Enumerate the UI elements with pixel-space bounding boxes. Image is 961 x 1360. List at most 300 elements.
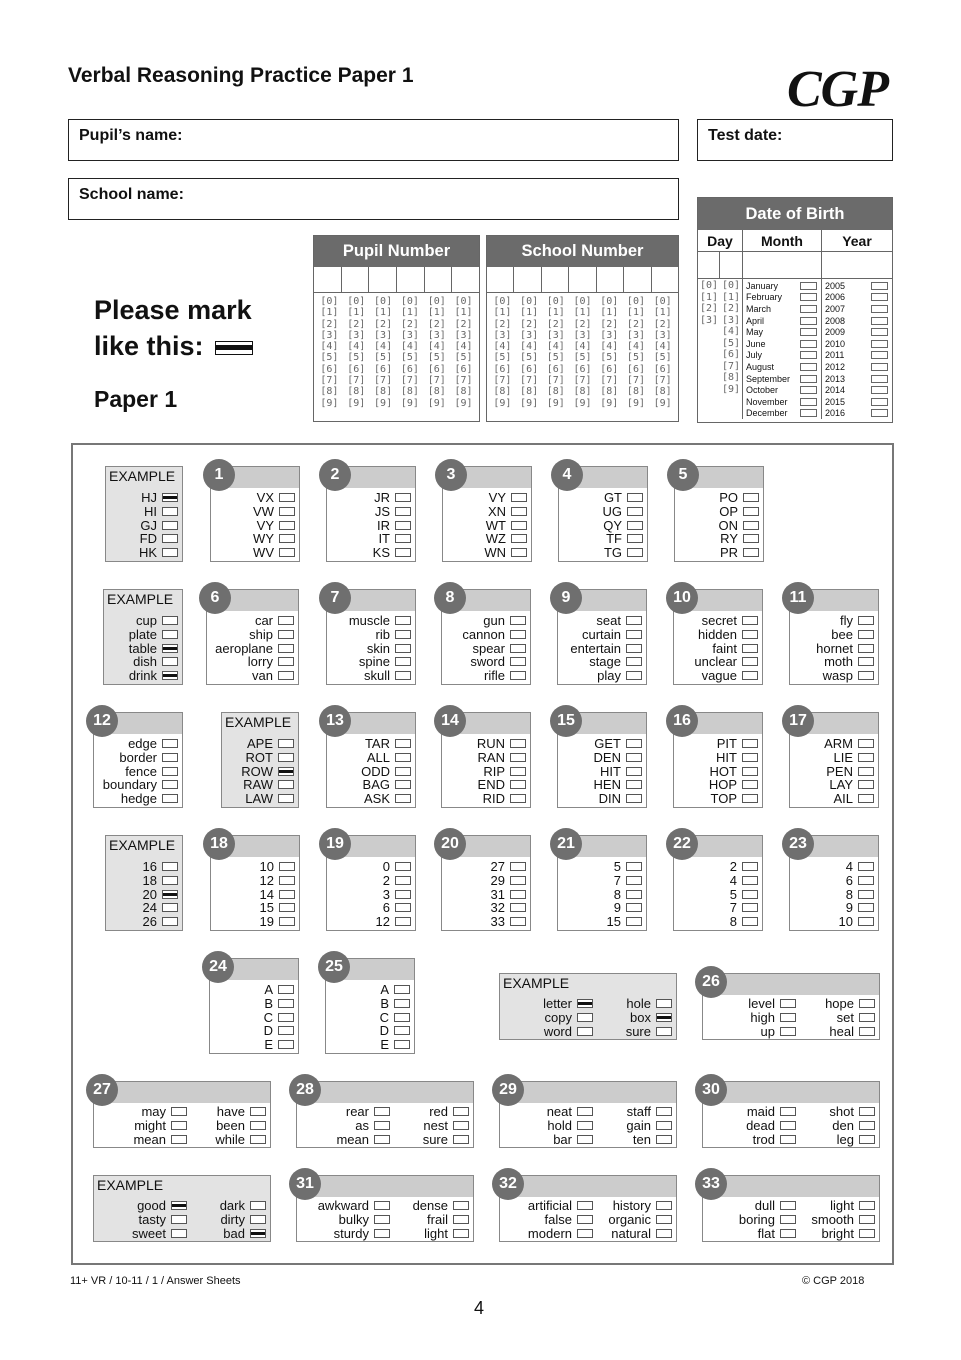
answer-checkbox[interactable] — [162, 917, 178, 926]
pupil-digit-bubble[interactable]: [6] — [320, 363, 339, 375]
answer-option[interactable] — [327, 655, 411, 669]
answer-checkbox[interactable] — [510, 876, 526, 885]
school-digit-bubble[interactable]: [7] — [600, 375, 619, 387]
answer-option[interactable] — [790, 737, 874, 751]
answer-checkbox[interactable] — [395, 493, 411, 502]
answer-option[interactable] — [327, 764, 411, 778]
pupil-digit-bubble[interactable]: [1] — [347, 307, 366, 319]
dob-day-units-bubble[interactable]: [0] — [721, 280, 741, 291]
answer-checkbox[interactable] — [279, 876, 295, 885]
school-digit-bubble[interactable]: [3] — [546, 329, 565, 341]
answer-checkbox[interactable] — [453, 1135, 469, 1144]
pupil-digit-bubble[interactable]: [5] — [347, 352, 366, 364]
answer-option[interactable] — [675, 491, 759, 505]
answer-checkbox[interactable] — [858, 644, 874, 653]
school-digit-bubble[interactable]: [1] — [520, 307, 539, 319]
pupil-digit-bubble[interactable]: [2] — [454, 318, 473, 330]
dob-day-units-bubble[interactable]: [1] — [721, 291, 741, 303]
answer-checkbox[interactable] — [162, 753, 178, 762]
dob-year-option[interactable] — [822, 361, 892, 373]
answer-option[interactable] — [211, 874, 295, 888]
answer-option[interactable] — [207, 641, 294, 655]
answer-option[interactable] — [104, 614, 178, 628]
pupil-digit-bubble[interactable]: [0] — [454, 296, 473, 307]
school-digit-bubble[interactable]: [3] — [520, 329, 539, 341]
school-digit-bubble[interactable]: [9] — [626, 397, 645, 409]
answer-checkbox[interactable] — [859, 1107, 875, 1116]
answer-checkbox[interactable] — [162, 794, 178, 803]
answer-checkbox[interactable] — [742, 630, 758, 639]
answer-checkbox[interactable] — [278, 657, 294, 666]
answer-option[interactable] — [674, 751, 758, 765]
answer-option[interactable] — [106, 505, 178, 519]
answer-option[interactable] — [790, 778, 874, 792]
answer-checkbox[interactable] — [394, 985, 410, 994]
answer-checkbox[interactable] — [859, 1135, 875, 1144]
answer-checkbox[interactable] — [395, 657, 411, 666]
dob-day-units-bubble[interactable]: [3] — [721, 314, 741, 326]
answer-checkbox[interactable] — [626, 657, 642, 666]
dob-year-option[interactable] — [822, 280, 892, 292]
pupil-digit-bubble[interactable]: [7] — [374, 375, 393, 387]
answer-option[interactable] — [443, 532, 527, 546]
answer-option[interactable] — [790, 792, 874, 806]
school-digit-bubble[interactable]: [7] — [493, 375, 512, 387]
answer-option[interactable] — [183, 1199, 266, 1213]
answer-option[interactable] — [703, 1226, 796, 1240]
school-digit-bubble[interactable]: [5] — [626, 352, 645, 364]
school-digit-bubble[interactable]: [4] — [573, 341, 592, 353]
answer-checkbox[interactable] — [250, 1121, 266, 1130]
dob-month-option[interactable] — [743, 280, 821, 292]
answer-checkbox[interactable] — [656, 1107, 672, 1116]
answer-option[interactable] — [558, 655, 642, 669]
answer-checkbox[interactable] — [395, 890, 411, 899]
answer-checkbox[interactable] — [626, 876, 642, 885]
answer-checkbox[interactable] — [395, 780, 411, 789]
answer-option[interactable] — [297, 1119, 390, 1133]
answer-checkbox[interactable] — [858, 780, 874, 789]
answer-option[interactable] — [674, 792, 758, 806]
answer-checkbox[interactable] — [279, 548, 295, 557]
pupil-digit-bubble[interactable]: [1] — [400, 307, 419, 319]
school-digit-bubble[interactable]: [2] — [626, 318, 645, 330]
answer-checkbox[interactable] — [626, 616, 642, 625]
answer-option[interactable] — [792, 1105, 875, 1119]
answer-option[interactable] — [674, 641, 758, 655]
answer-checkbox[interactable] — [743, 521, 759, 530]
school-digit-bubble[interactable]: [2] — [573, 318, 592, 330]
answer-checkbox[interactable] — [511, 534, 527, 543]
answer-option[interactable] — [442, 737, 526, 751]
pupil-digit-bubble[interactable]: [9] — [374, 397, 393, 409]
answer-option[interactable] — [703, 1199, 796, 1213]
answer-checkbox[interactable] — [627, 534, 643, 543]
answer-option[interactable] — [207, 628, 294, 642]
answer-option[interactable] — [106, 915, 178, 929]
answer-checkbox[interactable] — [394, 999, 410, 1008]
school-digit-bubble[interactable]: [6] — [653, 363, 672, 375]
pupil-digit-bubble[interactable]: [2] — [374, 318, 393, 330]
school-digit-bubble[interactable]: [6] — [493, 363, 512, 375]
dob-year-option-box[interactable] — [871, 293, 888, 301]
dob-month-option-box[interactable] — [800, 293, 817, 301]
dob-month-option[interactable] — [743, 396, 821, 408]
answer-checkbox[interactable] — [395, 671, 411, 680]
school-digit-bubble[interactable]: [2] — [493, 318, 512, 330]
answer-option[interactable] — [792, 1199, 875, 1213]
answer-option[interactable] — [703, 1132, 796, 1146]
dob-year-option-box[interactable] — [871, 340, 888, 348]
answer-option[interactable] — [790, 764, 874, 778]
school-digit-bubble[interactable]: [5] — [520, 352, 539, 364]
dob-month-option-box[interactable] — [800, 398, 817, 406]
answer-option[interactable] — [558, 887, 642, 901]
answer-option[interactable] — [443, 518, 527, 532]
pupil-digit-bubble[interactable]: [4] — [427, 341, 446, 353]
answer-checkbox[interactable] — [742, 890, 758, 899]
answer-option[interactable] — [327, 737, 411, 751]
answer-option[interactable] — [94, 1226, 187, 1240]
answer-checkbox[interactable] — [511, 521, 527, 530]
answer-checkbox[interactable] — [250, 1135, 266, 1144]
answer-checkbox[interactable] — [453, 1201, 469, 1210]
answer-checkbox[interactable] — [395, 753, 411, 762]
answer-option[interactable] — [703, 1105, 796, 1119]
answer-checkbox[interactable] — [742, 644, 758, 653]
school-digit-bubble[interactable]: [7] — [626, 375, 645, 387]
school-digit-bubble[interactable]: [1] — [600, 307, 619, 319]
answer-option[interactable] — [94, 1105, 187, 1119]
answer-option[interactable] — [558, 669, 642, 683]
answer-checkbox[interactable] — [510, 671, 526, 680]
school-digit-bubble[interactable]: [4] — [600, 341, 619, 353]
dob-year-options[interactable] — [822, 279, 892, 419]
pupil-digit-bubble[interactable]: [6] — [347, 363, 366, 375]
answer-option[interactable] — [792, 1213, 875, 1227]
answer-checkbox[interactable] — [742, 753, 758, 762]
school-digit-bubble[interactable]: [1] — [626, 307, 645, 319]
answer-option[interactable] — [442, 641, 526, 655]
school-digit-bubble[interactable]: [5] — [546, 352, 565, 364]
pupil-digit-bubble[interactable]: [4] — [454, 341, 473, 353]
answer-option[interactable] — [327, 915, 411, 929]
school-digit-bubble[interactable]: [5] — [653, 352, 672, 364]
answer-option[interactable] — [211, 518, 295, 532]
pupil-digit-bubble[interactable]: [4] — [320, 341, 339, 353]
pupil-digit-bubble[interactable]: [4] — [374, 341, 393, 353]
answer-option[interactable] — [104, 628, 178, 642]
answer-option[interactable] — [327, 792, 411, 806]
answer-checkbox[interactable] — [278, 739, 294, 748]
answer-checkbox[interactable] — [395, 534, 411, 543]
answer-option[interactable] — [558, 792, 642, 806]
school-digit-bubble[interactable]: [6] — [520, 363, 539, 375]
answer-option[interactable] — [703, 1024, 796, 1038]
dob-year-option-box[interactable] — [871, 409, 888, 417]
answer-option[interactable] — [500, 1105, 593, 1119]
answer-checkbox[interactable] — [395, 644, 411, 653]
answer-checkbox[interactable] — [279, 521, 295, 530]
answer-option[interactable] — [792, 1119, 875, 1133]
answer-option[interactable] — [675, 518, 759, 532]
answer-checkbox[interactable] — [395, 876, 411, 885]
answer-checkbox[interactable] — [395, 548, 411, 557]
dob-year-option-box[interactable] — [871, 328, 888, 336]
pupil-digit-bubble[interactable]: [9] — [400, 397, 419, 409]
dob-month-option-box[interactable] — [800, 351, 817, 359]
answer-option[interactable] — [558, 751, 642, 765]
pupil-digit-bubble[interactable]: [5] — [400, 352, 419, 364]
answer-option[interactable] — [703, 1119, 796, 1133]
school-digit-bubble[interactable]: [8] — [653, 386, 672, 398]
answer-option[interactable] — [327, 641, 411, 655]
answer-checkbox[interactable] — [656, 1121, 672, 1130]
dob-year-option-box[interactable] — [871, 363, 888, 371]
pupil-digit-bubble[interactable]: [6] — [427, 363, 446, 375]
school-digit-bubble[interactable]: [6] — [600, 363, 619, 375]
answer-option[interactable] — [558, 915, 642, 929]
school-digit-bubble[interactable]: [4] — [493, 341, 512, 353]
answer-option[interactable] — [674, 764, 758, 778]
answer-option[interactable] — [211, 546, 295, 560]
answer-option[interactable] — [106, 887, 178, 901]
school-digit-bubble[interactable]: [7] — [520, 375, 539, 387]
answer-checkbox[interactable] — [510, 630, 526, 639]
answer-option[interactable] — [443, 505, 527, 519]
answer-option[interactable] — [558, 628, 642, 642]
school-digit-bubble[interactable]: [1] — [546, 307, 565, 319]
school-digit-bubble[interactable]: [3] — [600, 329, 619, 341]
answer-checkbox[interactable] — [395, 739, 411, 748]
school-digit-bubble[interactable]: [3] — [626, 329, 645, 341]
answer-option[interactable] — [792, 1226, 875, 1240]
answer-checkbox[interactable] — [278, 985, 294, 994]
school-digit-bubble[interactable]: [6] — [546, 363, 565, 375]
answer-option[interactable] — [674, 669, 758, 683]
answer-option[interactable] — [183, 1132, 266, 1146]
answer-checkbox[interactable] — [394, 1040, 410, 1049]
pupil-digit-bubble[interactable]: [6] — [454, 363, 473, 375]
dob-day-units-bubble[interactable]: [9] — [721, 383, 741, 395]
answer-option[interactable] — [94, 778, 178, 792]
dob-year-option-box[interactable] — [871, 305, 888, 313]
answer-option[interactable] — [327, 751, 411, 765]
answer-checkbox[interactable] — [162, 903, 178, 912]
dob-year-option[interactable] — [822, 396, 892, 408]
answer-checkbox[interactable] — [279, 917, 295, 926]
answer-checkbox[interactable] — [278, 644, 294, 653]
answer-checkbox[interactable] — [395, 767, 411, 776]
school-digit-bubble[interactable]: [7] — [573, 375, 592, 387]
dob-month-option-box[interactable] — [800, 282, 817, 290]
school-digit-bubble[interactable]: [9] — [600, 397, 619, 409]
answer-option[interactable] — [94, 1199, 187, 1213]
answer-checkbox[interactable] — [162, 890, 178, 899]
answer-checkbox[interactable] — [858, 917, 874, 926]
answer-option[interactable] — [790, 860, 874, 874]
answer-checkbox[interactable] — [510, 753, 526, 762]
answer-option[interactable] — [589, 1199, 672, 1213]
answer-checkbox[interactable] — [162, 521, 178, 530]
school-name-field[interactable] — [68, 178, 679, 220]
answer-option[interactable] — [674, 737, 758, 751]
answer-checkbox[interactable] — [162, 876, 178, 885]
answer-checkbox[interactable] — [395, 616, 411, 625]
answer-checkbox[interactable] — [510, 794, 526, 803]
answer-checkbox[interactable] — [858, 739, 874, 748]
answer-option[interactable] — [442, 860, 526, 874]
answer-option[interactable] — [386, 1132, 469, 1146]
answer-option[interactable] — [183, 1226, 266, 1240]
answer-option[interactable] — [558, 764, 642, 778]
dob-month-option[interactable] — [743, 350, 821, 362]
answer-checkbox[interactable] — [626, 753, 642, 762]
answer-option[interactable] — [211, 915, 295, 929]
answer-option[interactable] — [558, 778, 642, 792]
answer-option[interactable] — [327, 901, 411, 915]
answer-option[interactable] — [589, 1226, 672, 1240]
answer-checkbox[interactable] — [162, 616, 178, 625]
answer-option[interactable] — [210, 997, 294, 1011]
answer-option[interactable] — [442, 792, 526, 806]
answer-option[interactable] — [442, 874, 526, 888]
pupil-digit-bubble[interactable]: [5] — [454, 352, 473, 364]
answer-option[interactable] — [94, 751, 178, 765]
answer-checkbox[interactable] — [162, 507, 178, 516]
answer-option[interactable] — [442, 614, 526, 628]
school-number-bubbles[interactable] — [487, 293, 678, 409]
answer-option[interactable] — [386, 1199, 469, 1213]
answer-checkbox[interactable] — [858, 630, 874, 639]
pupil-digit-bubble[interactable]: [8] — [374, 386, 393, 398]
answer-checkbox[interactable] — [510, 917, 526, 926]
answer-option[interactable] — [589, 1105, 672, 1119]
answer-checkbox[interactable] — [859, 1229, 875, 1238]
answer-checkbox[interactable] — [859, 1027, 875, 1036]
dob-year-option[interactable] — [822, 408, 892, 420]
dob-year-option-box[interactable] — [871, 282, 888, 290]
answer-checkbox[interactable] — [859, 1121, 875, 1130]
answer-checkbox[interactable] — [510, 890, 526, 899]
pupil-digit-bubble[interactable]: [4] — [400, 341, 419, 353]
answer-option[interactable] — [500, 1119, 593, 1133]
answer-checkbox[interactable] — [279, 890, 295, 899]
answer-option[interactable] — [222, 792, 294, 806]
answer-option[interactable] — [94, 764, 178, 778]
dob-year-option[interactable] — [822, 373, 892, 385]
dob-day-units-bubble[interactable]: [2] — [721, 303, 741, 314]
answer-checkbox[interactable] — [278, 753, 294, 762]
answer-option[interactable] — [792, 997, 875, 1011]
answer-checkbox[interactable] — [279, 507, 295, 516]
school-digit-bubble[interactable]: [4] — [520, 341, 539, 353]
answer-option[interactable] — [500, 1011, 593, 1025]
pupil-digit-bubble[interactable]: [0] — [347, 296, 366, 307]
answer-checkbox[interactable] — [394, 1026, 410, 1035]
dob-month-option-box[interactable] — [800, 305, 817, 313]
school-digit-bubble[interactable]: [0] — [546, 296, 565, 307]
dob-month-option-box[interactable] — [800, 386, 817, 394]
answer-checkbox[interactable] — [656, 1215, 672, 1224]
answer-checkbox[interactable] — [742, 739, 758, 748]
answer-option[interactable] — [790, 669, 874, 683]
answer-option[interactable] — [386, 1119, 469, 1133]
pupil-digit-bubble[interactable]: [8] — [427, 386, 446, 398]
answer-checkbox[interactable] — [742, 616, 758, 625]
answer-option[interactable] — [104, 669, 178, 683]
answer-checkbox[interactable] — [395, 917, 411, 926]
answer-option[interactable] — [442, 764, 526, 778]
answer-option[interactable] — [327, 628, 411, 642]
answer-checkbox[interactable] — [250, 1215, 266, 1224]
answer-option[interactable] — [386, 1226, 469, 1240]
pupil-digit-bubble[interactable]: [9] — [427, 397, 446, 409]
pupil-digit-bubble[interactable]: [3] — [400, 329, 419, 341]
school-digit-bubble[interactable]: [3] — [493, 329, 512, 341]
answer-option[interactable] — [183, 1213, 266, 1227]
answer-checkbox[interactable] — [250, 1201, 266, 1210]
test-date-field[interactable] — [697, 119, 893, 161]
answer-option[interactable] — [559, 518, 643, 532]
answer-option[interactable] — [94, 792, 178, 806]
dob-month-option[interactable] — [743, 338, 821, 350]
answer-checkbox[interactable] — [627, 521, 643, 530]
answer-checkbox[interactable] — [511, 507, 527, 516]
answer-checkbox[interactable] — [656, 1013, 672, 1022]
answer-option[interactable] — [790, 887, 874, 901]
answer-option[interactable] — [559, 546, 643, 560]
school-digit-bubble[interactable]: [1] — [493, 307, 512, 319]
pupil-digit-bubble[interactable]: [2] — [320, 318, 339, 330]
answer-option[interactable] — [94, 1132, 187, 1146]
answer-checkbox[interactable] — [510, 767, 526, 776]
answer-checkbox[interactable] — [278, 794, 294, 803]
answer-checkbox[interactable] — [626, 644, 642, 653]
pupil-digit-bubble[interactable]: [6] — [400, 363, 419, 375]
answer-checkbox[interactable] — [742, 767, 758, 776]
answer-option[interactable] — [207, 669, 294, 683]
answer-checkbox[interactable] — [510, 903, 526, 912]
answer-checkbox[interactable] — [627, 493, 643, 502]
answer-option[interactable] — [94, 1213, 187, 1227]
answer-checkbox[interactable] — [626, 630, 642, 639]
answer-option[interactable] — [222, 764, 294, 778]
dob-month-option-box[interactable] — [800, 340, 817, 348]
answer-option[interactable] — [327, 546, 411, 560]
answer-option[interactable] — [211, 491, 295, 505]
dob-year-option-box[interactable] — [871, 351, 888, 359]
dob-month-option-box[interactable] — [800, 363, 817, 371]
pupil-digit-bubble[interactable]: [7] — [427, 375, 446, 387]
dob-day-tens-bubble[interactable]: [3] — [699, 314, 719, 326]
answer-checkbox[interactable] — [510, 657, 526, 666]
answer-checkbox[interactable] — [626, 862, 642, 871]
answer-option[interactable] — [790, 901, 874, 915]
answer-option[interactable] — [674, 887, 758, 901]
pupil-name-field[interactable] — [68, 119, 679, 161]
answer-checkbox[interactable] — [656, 1027, 672, 1036]
answer-option[interactable] — [558, 641, 642, 655]
answer-checkbox[interactable] — [626, 917, 642, 926]
answer-checkbox[interactable] — [278, 999, 294, 1008]
dob-month-option[interactable] — [743, 361, 821, 373]
school-digit-bubble[interactable]: [0] — [493, 296, 512, 307]
answer-option[interactable] — [297, 1199, 390, 1213]
dob-month-options[interactable] — [743, 279, 822, 419]
pupil-digit-bubble[interactable]: [1] — [454, 307, 473, 319]
pupil-digit-bubble[interactable]: [7] — [320, 375, 339, 387]
